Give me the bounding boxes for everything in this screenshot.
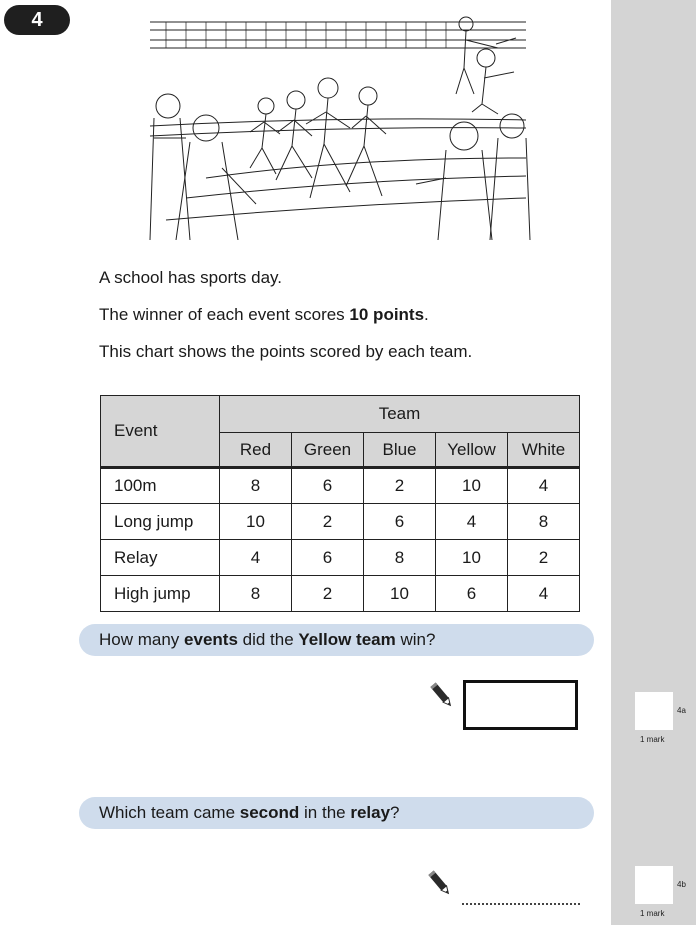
- event-name: High jump: [101, 576, 220, 612]
- answer-4a-box[interactable]: [463, 680, 578, 730]
- table-row: [101, 468, 580, 504]
- mark-code-4b: 4b: [677, 880, 686, 889]
- q4b-bold-1: second: [239, 803, 300, 822]
- score-cell: 6: [436, 576, 508, 612]
- intro-line-2: [99, 305, 429, 325]
- score-cell: 8: [508, 504, 580, 540]
- q4b-text-2: in the: [299, 803, 351, 822]
- table-row: [101, 504, 580, 540]
- score-cell: 2: [364, 468, 436, 504]
- question-4b-banner: [79, 797, 594, 829]
- mark-box-4a: [635, 692, 673, 730]
- score-cell: 4: [220, 540, 292, 576]
- score-cell: 6: [364, 504, 436, 540]
- q4b-bold-2: relay: [350, 803, 391, 822]
- score-cell: 4: [436, 504, 508, 540]
- question-number-badge: 4: [4, 5, 70, 35]
- team-header: Team: [220, 396, 580, 433]
- intro-line-2-bold: 10 points: [349, 305, 425, 324]
- q4b-text-3: ?: [390, 803, 400, 822]
- sports-day-illustration: [146, 8, 532, 240]
- q4a-bold-1: events: [184, 630, 238, 649]
- q4b-text-1: Which team came: [99, 803, 240, 822]
- score-cell: 4: [508, 468, 580, 504]
- mark-label-4b: 1 mark: [640, 909, 665, 918]
- score-cell: 8: [364, 540, 436, 576]
- score-cell: 10: [364, 576, 436, 612]
- team-green-header: Green: [292, 433, 364, 468]
- team-red-header: Red: [220, 433, 292, 468]
- table-row: [101, 576, 580, 612]
- score-cell: 4: [508, 576, 580, 612]
- team-blue-header: Blue: [364, 433, 436, 468]
- event-name: Long jump: [101, 504, 220, 540]
- intro-line-3: This chart shows the points scored by each team.: [99, 342, 473, 361]
- score-cell: 6: [292, 468, 364, 504]
- mark-label-4a: 1 mark: [640, 735, 665, 744]
- score-cell: 2: [508, 540, 580, 576]
- q4a-text-1: How many: [99, 630, 185, 649]
- score-cell: 2: [292, 576, 364, 612]
- score-cell: 2: [292, 504, 364, 540]
- marking-margin: [611, 0, 696, 925]
- event-name: Relay: [101, 540, 220, 576]
- team-white-header: White: [508, 433, 580, 468]
- answer-4b-line[interactable]: [462, 899, 580, 905]
- q4a-bold-2: Yellow team: [298, 630, 396, 649]
- mark-box-4b: [635, 866, 673, 904]
- score-cell: 10: [220, 504, 292, 540]
- table-row: [101, 540, 580, 576]
- q4a-text-3: win?: [395, 630, 436, 649]
- event-header: Event: [101, 396, 220, 468]
- intro-line-1: A school has sports day.: [99, 268, 283, 287]
- score-cell: 8: [220, 468, 292, 504]
- score-cell: 10: [436, 540, 508, 576]
- intro-line-2-text: The winner of each event scores: [99, 305, 350, 324]
- intro-line-2-end: .: [424, 305, 429, 324]
- score-cell: 8: [220, 576, 292, 612]
- mark-code-4a: 4a: [677, 706, 686, 715]
- score-cell: 6: [292, 540, 364, 576]
- points-table: [100, 395, 580, 612]
- pencil-icon: [426, 868, 452, 898]
- question-4a-banner: [79, 624, 594, 656]
- q4a-text-2: did the: [237, 630, 299, 649]
- team-yellow-header: Yellow: [436, 433, 508, 468]
- event-name: 100m: [101, 468, 220, 504]
- score-cell: 10: [436, 468, 508, 504]
- pencil-icon: [428, 680, 454, 710]
